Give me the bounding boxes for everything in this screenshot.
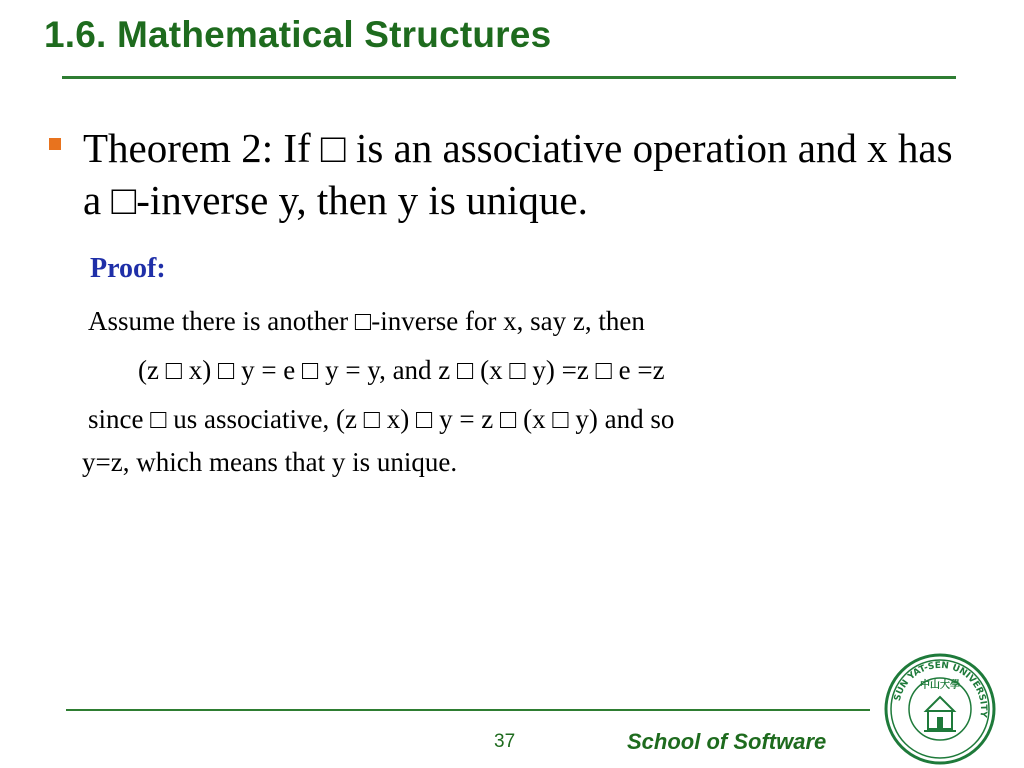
slide-title: 1.6. Mathematical Structures xyxy=(44,14,552,55)
bullet-square-icon xyxy=(49,138,61,150)
theorem-text: Theorem 2: If □ is an associative operation and x has a □-inverse y, then y is unique. xyxy=(83,125,953,223)
seal-glyphs: 中山大學 xyxy=(920,680,960,691)
footer-divider xyxy=(66,709,870,711)
page-number: 37 xyxy=(494,731,516,752)
proof-line-4: y=z, which means that y is unique. xyxy=(82,447,458,477)
proof-label: Proof: xyxy=(90,253,166,284)
university-seal-logo xyxy=(884,653,996,765)
footer-brand: School of Software xyxy=(627,729,827,754)
proof-line-1: Assume there is another □-inverse for x, say z, then xyxy=(88,306,645,336)
title-divider xyxy=(62,76,956,79)
proof-line-3: since □ us associative, (z □ x) □ y = z □ (x □ y) and so xyxy=(88,404,675,434)
seal-ring-text: SUN YAT-SEN UNIVERSITY xyxy=(892,660,989,718)
proof-line-2: (z □ x) □ y = e □ y = y, and z □ (x □ y) =z □ e =z xyxy=(138,355,665,385)
